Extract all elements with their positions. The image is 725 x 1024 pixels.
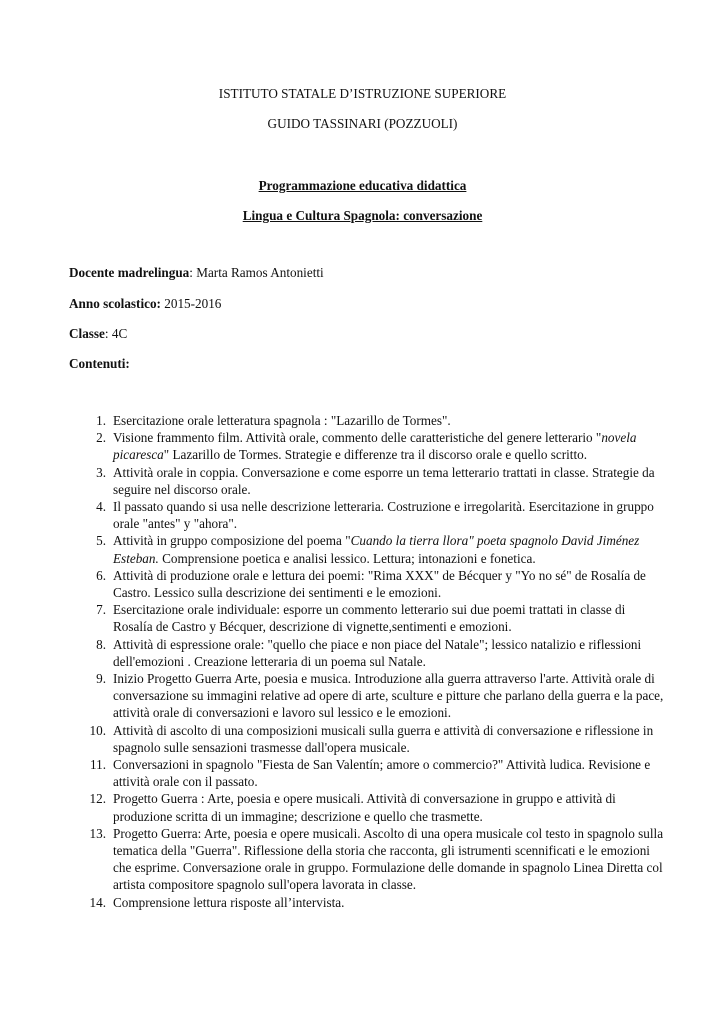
- list-item-text-part: Il passato quando si usa nelle descrizione letteraria. Costruzione e irregolarità. Esercitazione in gruppo orale "antes" y "ahora".: [113, 499, 654, 532]
- list-item: [80, 429, 664, 463]
- list-item-number: 5.: [96, 533, 106, 549]
- list-item: [80, 722, 664, 756]
- list-item-italic-text: Cuando la tierra llora" poeta spagnolo David Jiménez Esteban.: [113, 533, 640, 566]
- list-item-text-part: Conversazioni in spagnolo "Fiesta de San Valentín; amore o commercio?" Attività ludica. Revisione e attività orale con il passato.: [113, 757, 651, 790]
- list-item-number: 3.: [96, 464, 106, 480]
- contents-list: [80, 412, 664, 911]
- list-item-text: [113, 895, 344, 910]
- list-item-text-part: Progetto Guerra: Arte, poesia e opere musicali. Ascolto di una opera musicale col testo in spagnolo sulla tematica della "Guerra". Riflessione della storia che racconta, gli istrumenti scennificati e le emozioni che esprime. Conversazione orale in gruppo. Formulazione delle domande in spagnolo Linea Diretta col artista compositore spagnolo sull'opera lavorata in classe.: [113, 825, 664, 893]
- list-item-text-part: Inizio Progetto Guerra Arte, poesia e musica. Introduzione alla guerra attraverso l'arte. Attività orale di conversazione su immagini relative ad opere di arte, sculture e pitture che parlano della guerra e la pace, attività orale di conversazioni e lavoro sul lessico e le emozioni.: [113, 671, 664, 721]
- contenuti-heading: [69, 356, 130, 372]
- list-item-number: 14.: [89, 894, 106, 910]
- list-item-text: [113, 533, 639, 565]
- list-item-text: [113, 791, 616, 823]
- list-item-number: 8.: [96, 636, 106, 652]
- list-item-text: [113, 826, 663, 893]
- list-item-text-part: Attività di produzione orale e lettura dei poemi: "Rima XXX" de Bécquer y "Yo no sé" de Rosalía de Castro. Lessico sulla descrizione dei sentimenti e le emozioni.: [113, 567, 646, 601]
- list-item: [80, 825, 664, 894]
- list-item-text-part: Progetto Guerra : Arte, poesia e opere musicali. Attività di conversazione in gruppo e attività di produzione scritta di un immagine; descrizione e quello che trasmette.: [113, 791, 616, 824]
- list-item-text-part: Esercitazione orale individuale: esporre un commento letterario sui due poemi trattati in classe di Rosalía de Castro y Bécquer, descrizione di vignette,sentimenti e emozioni.: [113, 602, 626, 635]
- list-item-number: 6.: [96, 567, 106, 583]
- list-item-text: [113, 413, 451, 428]
- anno-value: 2015-2016: [160, 296, 222, 311]
- classe-field: [69, 326, 127, 342]
- list-item-text: [113, 637, 641, 669]
- list-item: [80, 601, 664, 635]
- list-item-text: [113, 723, 653, 755]
- list-item: [80, 790, 664, 824]
- docente-label: Docente madrelingua: [69, 265, 190, 280]
- list-item: [80, 756, 664, 790]
- school-name: ISTITUTO STATALE D’ISTRUZIONE SUPERIORE: [218, 86, 507, 101]
- list-item-text-part: Attività in gruppo composizione del poema ": [113, 533, 351, 549]
- list-item-text: [113, 430, 636, 462]
- list-item-text-part: Comprensione poetica e analisi lessico. Lettura; intonazioni e fonetica.: [158, 550, 536, 566]
- school-subtitle: GUIDO TASSINARI (POZZUOLI): [267, 116, 458, 131]
- list-item-number: 4.: [96, 499, 106, 515]
- list-item-text: [113, 499, 654, 531]
- list-item-number: 12.: [89, 791, 106, 807]
- list-item-number: 7.: [96, 602, 106, 618]
- anno-label: Anno scolastico:: [69, 296, 161, 311]
- document-subtitle-text: Lingua e Cultura Spagnola: conversazione: [242, 208, 483, 223]
- list-item-number: 9.: [96, 671, 106, 687]
- list-item-text: [113, 757, 650, 789]
- list-item-text-part: Attività orale in coppia. Conversazione e come esporre un tema letterario trattati in classe. Strategie da seguire nel discorso orale.: [113, 464, 655, 497]
- list-item-text-part: Attività di ascolto di una composizioni musicali sulla guerra e attività di conversazione e riflessione in spagnolo sulle sensazioni trasmesse dall'opera musicale.: [113, 722, 654, 755]
- list-item: [80, 894, 664, 911]
- docente-value: : Marta Ramos Antonietti: [189, 265, 324, 280]
- list-item: [80, 670, 664, 722]
- list-item-number: 13.: [89, 825, 106, 841]
- list-item-number: 11.: [90, 757, 106, 773]
- list-item-text-part: Visione frammento film. Attività orale, commento delle caratteristiche del genere letterario ": [113, 430, 602, 446]
- list-item-text: [113, 602, 625, 634]
- docente-field: [69, 265, 324, 281]
- list-item-text: [113, 465, 655, 497]
- list-item-italic-text: novela picaresca: [113, 430, 637, 463]
- document-title-text: Programmazione educativa didattica: [258, 178, 467, 193]
- document-subtitle: [0, 208, 725, 224]
- contenuti-label: Contenuti:: [69, 356, 130, 371]
- list-item: [80, 498, 664, 532]
- list-item-text: [113, 671, 663, 720]
- list-item: [80, 464, 664, 498]
- list-item-text-part: Comprensione lettura risposte all’intervista.: [113, 894, 345, 910]
- list-item-number: 1.: [96, 413, 106, 428]
- list-item-text: [113, 568, 646, 600]
- list-item: [80, 567, 664, 601]
- classe-value: : 4C: [104, 326, 128, 341]
- list-item: [80, 532, 664, 566]
- list-item-number: 2.: [96, 430, 106, 446]
- classe-label: Classe: [69, 326, 105, 341]
- list-item-text-part: Esercitazione orale letteratura spagnola : "Lazarillo de Tormes".: [113, 413, 451, 428]
- list-item-text-part: Attività di espressione orale: "quello che piace e non piace del Natale"; lessico natalizio e riflessioni dell'emozioni . Creazione letteraria di un poema sul Natale.: [113, 636, 642, 669]
- list-item-number: 10.: [89, 722, 106, 738]
- list-item: [80, 636, 664, 670]
- list-item: [80, 412, 664, 429]
- list-item-text-part: " Lazarillo de Tormes. Strategie e differenze tra il discorso orale e quello scritto.: [163, 447, 588, 463]
- document-title: [0, 178, 725, 194]
- anno-field: [69, 296, 221, 312]
